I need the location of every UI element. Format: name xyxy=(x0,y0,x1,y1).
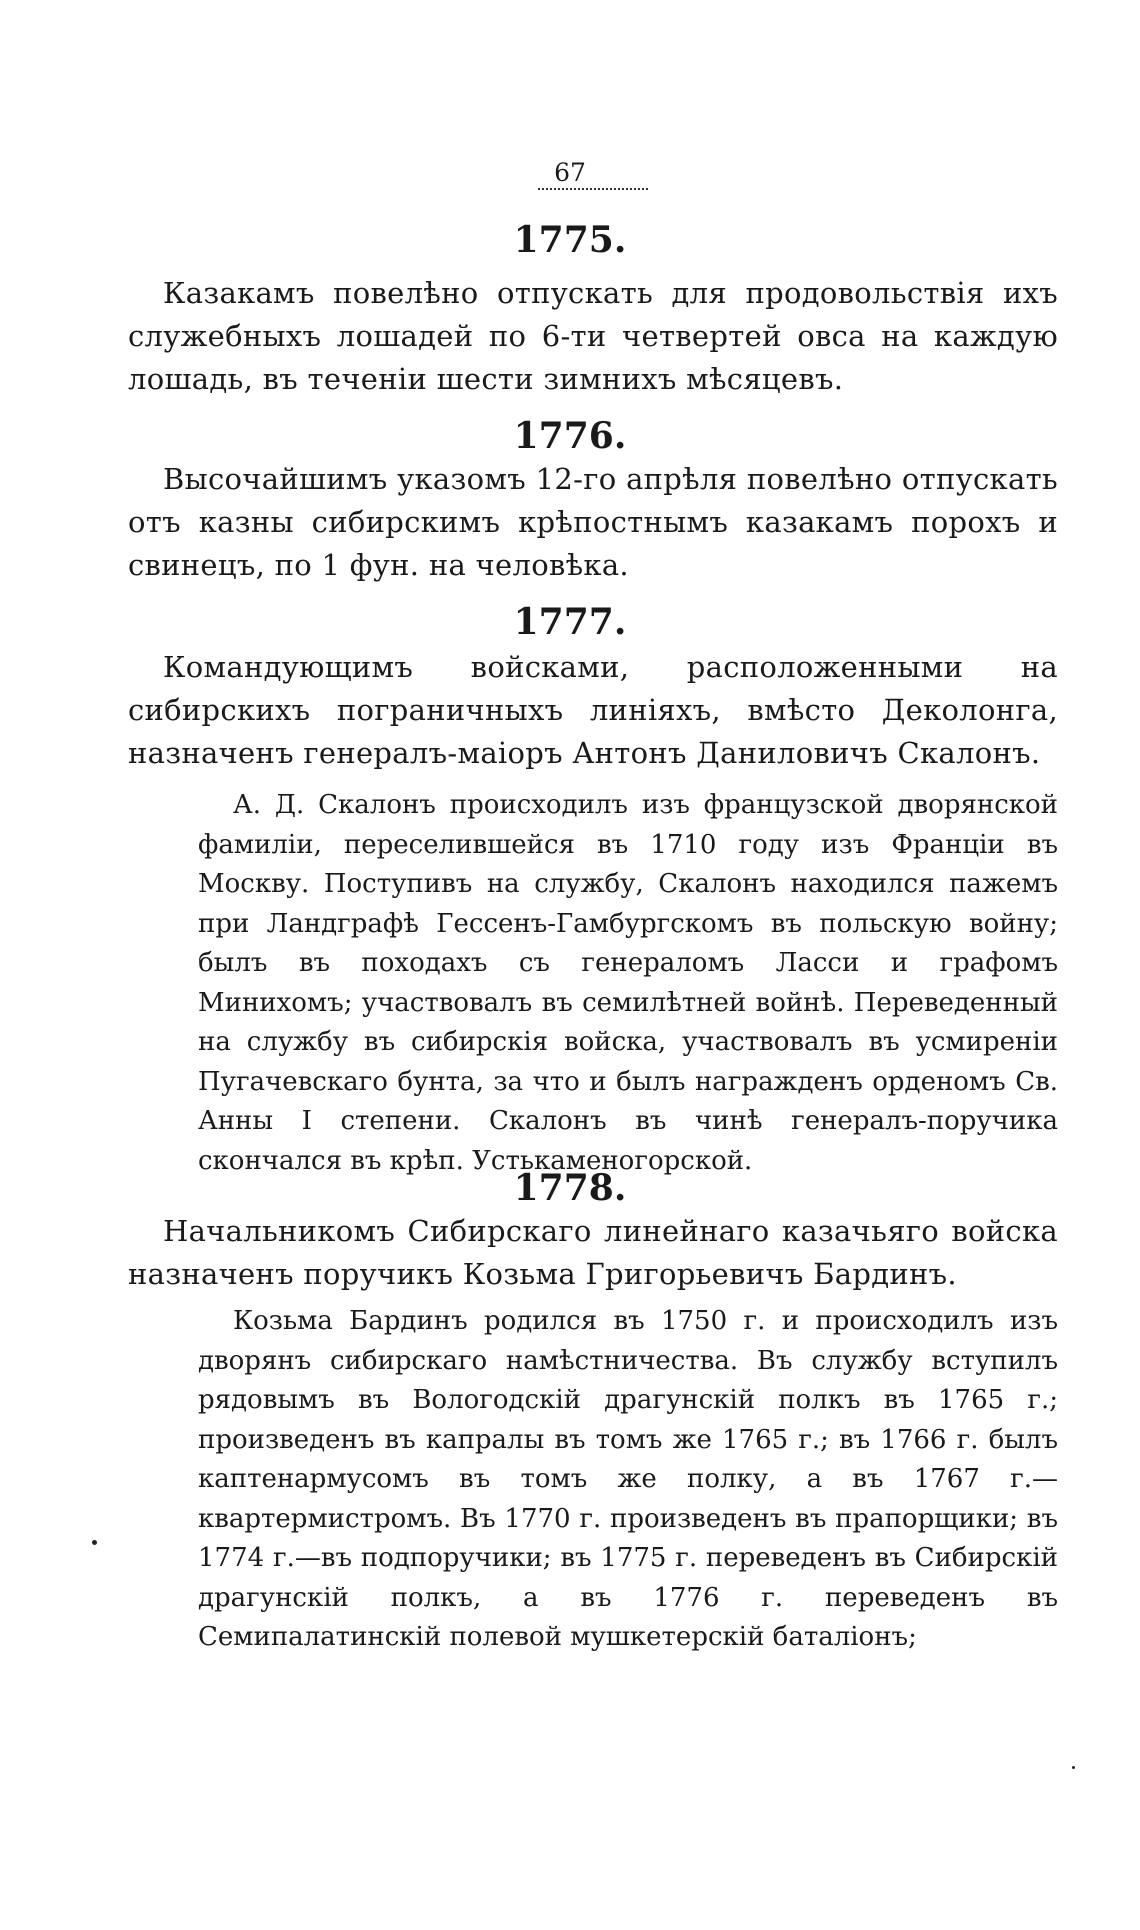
year-heading: 1776. xyxy=(513,415,627,457)
paragraph: Командующимъ войсками, расположенными на сибирскихъ пограничныхъ линіяхъ, вмѣсто Деколонга, назначенъ генералъ-маіоръ Антонъ Даниловичъ Скалонъ. xyxy=(128,650,1058,770)
page-number-rule xyxy=(538,188,648,190)
year-heading: 1778. xyxy=(513,1167,627,1209)
paragraph: Высочайшимъ указомъ 12-го апрѣля повелѣно отпускать отъ казны сибирскимъ крѣпостнымъ казакамъ порохъ и свинецъ, по 1 фун. на человѣка. xyxy=(128,462,1058,582)
speck-mark xyxy=(92,1540,97,1545)
year-heading: 1777. xyxy=(513,601,627,643)
footnote: А. Д. Скалонъ происходилъ изъ французской дворянской фамиліи, переселившейся въ 1710 году изъ Франціи въ Москву. Поступивъ на службу, Скалонъ находился пажемъ при Ландграфѣ Гессенъ-Гамбургскомъ въ польскую войну; былъ въ походахъ съ генераломъ Ласси и графомъ Минихомъ; участвовалъ въ семилѣтней войнѣ. Переведенный на службу въ сибирскія войска, участвовалъ въ усмиреніи Пугачевскаго бунта, за что и былъ награжденъ орденомъ Св. Анны I степени. Скалонъ въ чинѣ генералъ-поручика скончался въ крѣп. Устькаменогорской. xyxy=(198,790,1058,1176)
footnote: Козьма Бардинъ родился въ 1750 г. и происходилъ изъ дворянъ сибирскаго намѣстничества. Въ службу вступилъ рядовымъ въ Вологодскій драгунскій полкъ въ 1765 г.; произведенъ въ капралы въ томъ же 1765 г.; въ 1766 г. былъ каптенармусомъ въ томъ же полку, а въ 1767 г.—квартермистромъ. Въ 1770 г. произведенъ въ прапорщики; въ 1774 г.—въ подпоручики; въ 1775 г. переведенъ въ Сибирскій драгунскій полкъ, а въ 1776 г. переведенъ въ Семипалатинскій полевой мушкетерскій баталіонъ; xyxy=(198,1306,1058,1652)
paragraph: Казакамъ повелѣно отпускать для продовольствія ихъ служебныхъ лошадей по 6-ти четвертей овса на каждую лошадь, въ теченіи шести зимнихъ мѣсяцевъ. xyxy=(128,276,1058,396)
paragraph: Начальникомъ Сибирскаго линейнаго казачьяго войска назначенъ поручикъ Козьма Григорьевичъ Бардинъ. xyxy=(128,1214,1058,1291)
speck-mark xyxy=(1072,1766,1075,1769)
year-heading: 1775. xyxy=(513,219,627,261)
page-number: 67 xyxy=(554,158,586,187)
